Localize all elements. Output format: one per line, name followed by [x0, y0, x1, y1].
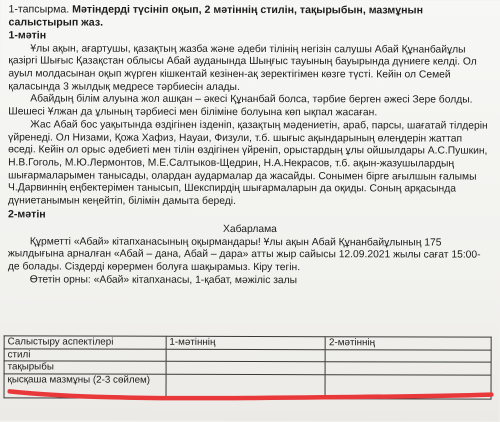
- cell-text2-style[interactable]: [326, 349, 492, 362]
- table-header-aspects: Салыстыру аспектілері: [4, 336, 166, 349]
- text2-paragraph-1: Құрметті «Абай» кітапханасының оқырмандары! Ұлы ақын Абай Құнанбайұлының 175 жылдығына арналған «Абай – дана, Абай – дара» атты жыр сайысы 12.09.2021 жылы сағат 15:00-де болады. Сіздерді көрермен болуға шақырамыз. Кіру тегін.: [7, 236, 481, 274]
- text1-paragraph-1: Ұлы ақын, ағартушы, қазақтың жазба және әдеби тілінің негізін салушы Абай Құнанбайұлы қазіргі Шығыс Қазақстан облысы Абай ауданында Шыңғыс тауының бауырында дүниеге келді. Ол ауыл молдасынан оқып жүрген кішкентай кезінен-ақ зеректігімен көзге түсті. Кейін ол Семей қаласында 3 жылдық медресе тәрбиесін алады.: [8, 43, 477, 93]
- red-underline-mark: [7, 385, 493, 404]
- table-header-row: [4, 336, 491, 350]
- row-label-summary: қысқаша мазмұны (2-3 сөйлем): [4, 373, 166, 397]
- text1-paragraph-3: Жас Абай бос уақытында өздігінен ізденіп, қазақтың мәдениетін, араб, парсы, шағатай тілдерін үйренеді. Ол Низами, Қожа Хафиз, Науаи, Физули, т.б. шығыс ақындарының өлеңдерін жаттап өседі. Кейін ол орыс әдебиеті мен тілін өздігінен үйреніп, орыстардың ұлы ойшылдары А.С.Пушкин, Н.В.Гоголь, М.Ю.Лермонтов, М.Е.Салтыков-Щедрин, Н.А.Некрасов, т.б. ақын-жазушылардың шығармаларымен танысады, олардан аудармалар да жасайды. Сонымен бірге ағылшын ғалымы Ч.Дарвиннің еңбектерімен танысып, Шекспирдің шығармаларын да оқиды. Соның арқасында дүниетанымын кеңейтіп, білімін дамыта береді.: [8, 119, 488, 208]
- text2-heading: Хабарлама: [222, 223, 277, 236]
- cell-text1-style[interactable]: [166, 349, 326, 362]
- text2-paragraph-2: Өтетін орны: «Абай» кітапханасы, 1-қабат, мәжіліс залы: [29, 274, 298, 286]
- cell-text2-topic[interactable]: [325, 362, 491, 375]
- cell-text1-topic[interactable]: [166, 361, 326, 374]
- table-header-text2: 2-мәтіннің: [326, 337, 492, 350]
- row-label-topic: тақырыбы: [4, 361, 166, 374]
- text1-paragraph-2: Абайдың білім алуына жол ашқан – әкесі Құнанбай болса, тәрбие берген әжесі Зере болды. Шешесі Ұлжан да ұлының тәрбиесі мен біліміне болуына көп ықпал жасаған.: [8, 93, 473, 119]
- text2-title: 2-мәтін: [7, 208, 46, 221]
- text1-title: 1-мәтін: [8, 29, 47, 42]
- table-header-text1: 1-мәтіннің: [166, 336, 326, 349]
- task-header: [8, 3, 492, 31]
- row-label-style: стилі: [4, 348, 166, 361]
- task-instruction: Мәтіндерді түсініп оқып, 2 мәтіннің стилін, тақырыбын, мазмұнын салыстырып жаз.: [8, 3, 424, 29]
- task-number: 1-тапсырма.: [8, 3, 70, 16]
